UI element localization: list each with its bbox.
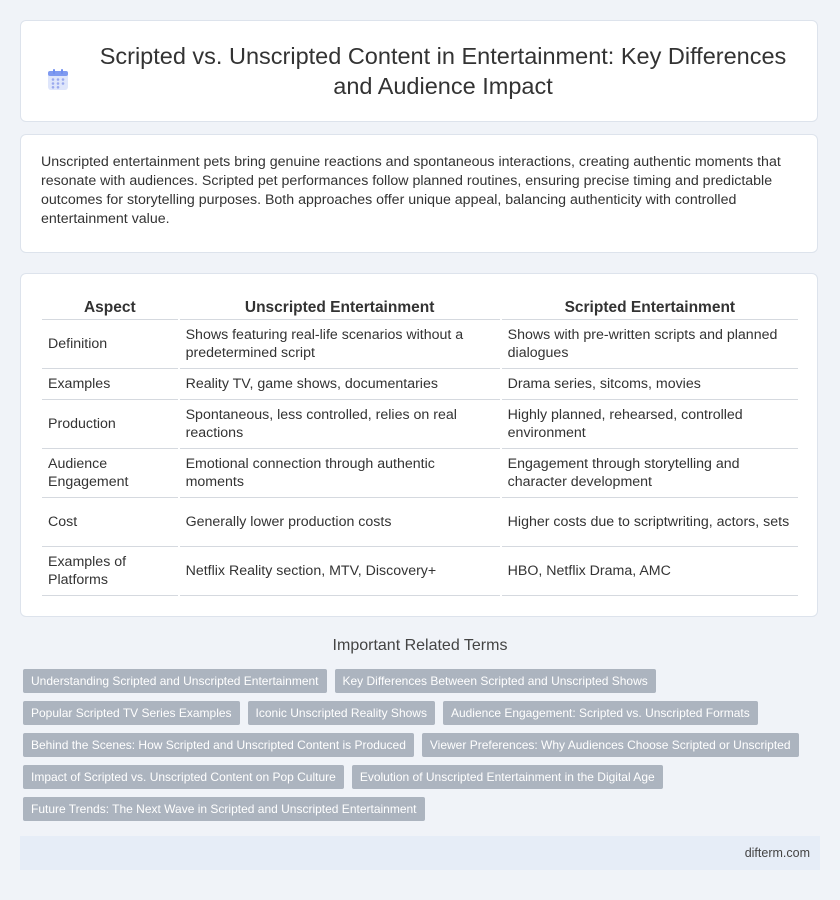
title-wrap (45, 41, 793, 101)
table-cell-scripted: HBO, Netflix Drama, AMC (502, 547, 798, 596)
related-terms-heading: Important Related Terms (332, 637, 508, 654)
footer (20, 836, 820, 870)
related-term-tag[interactable]: Impact of Scripted vs. Unscripted Content on Pop Culture (23, 765, 344, 789)
related-terms-tags (23, 669, 813, 829)
column-header-scripted: Scripted Entertainment (502, 296, 798, 320)
column-header-unscripted: Unscripted Entertainment (180, 296, 500, 320)
table-row (42, 320, 798, 369)
table-row (42, 498, 798, 547)
table-header-row (42, 296, 798, 320)
footer-site-link[interactable]: difterm.com (744, 846, 810, 860)
table-cell-unscripted: Generally lower production costs (180, 498, 500, 547)
table-cell-unscripted: Shows featuring real-life scenarios without a predetermined script (180, 320, 500, 369)
table-row (42, 449, 798, 498)
intro-paragraph: Unscripted entertainment pets bring genuine reactions and spontaneous interactions, creating authentic moments that resonate with audiences. Scripted pet performances follow planned routines, ensuring precise timing and predictable outcomes for storytelling purposes. Both approaches offer unique appeal, balancing authenticity with controlled entertainment value. (41, 154, 781, 227)
page-title: Scripted vs. Unscripted Content in Entertainment: Key Differences and Audience Impact (99, 43, 787, 99)
table-cell-unscripted: Netflix Reality section, MTV, Discovery+ (180, 547, 500, 596)
table-row (42, 369, 798, 400)
table-cell-aspect: Production (42, 400, 178, 449)
related-term-tag[interactable]: Behind the Scenes: How Scripted and Unscripted Content is Produced (23, 733, 414, 757)
related-term-tag[interactable]: Key Differences Between Scripted and Unscripted Shows (335, 669, 656, 693)
calendar-grid-icon (45, 67, 71, 93)
intro-card (20, 134, 818, 253)
related-term-tag[interactable]: Popular Scripted TV Series Examples (23, 701, 240, 725)
table-cell-aspect: Examples of Platforms (42, 547, 178, 596)
related-term-tag[interactable]: Future Trends: The Next Wave in Scripted and Unscripted Entertainment (23, 797, 425, 821)
table-cell-aspect: Definition (42, 320, 178, 369)
table-row (42, 547, 798, 596)
table-cell-scripted: Shows with pre-written scripts and planned dialogues (502, 320, 798, 369)
comparison-table (40, 296, 800, 596)
table-row (42, 400, 798, 449)
table-cell-scripted: Drama series, sitcoms, movies (502, 369, 798, 400)
table-cell-scripted: Higher costs due to scriptwriting, actors, sets (502, 498, 798, 547)
related-term-tag[interactable]: Audience Engagement: Scripted vs. Unscripted Formats (443, 701, 758, 725)
table-cell-unscripted: Emotional connection through authentic moments (180, 449, 500, 498)
comparison-table-card (20, 273, 818, 617)
column-header-aspect: Aspect (42, 296, 178, 320)
related-term-tag[interactable]: Evolution of Unscripted Entertainment in the Digital Age (352, 765, 663, 789)
table-cell-unscripted: Spontaneous, less controlled, relies on real reactions (180, 400, 500, 449)
table-cell-scripted: Engagement through storytelling and character development (502, 449, 798, 498)
related-term-tag[interactable]: Viewer Preferences: Why Audiences Choose Scripted or Unscripted (422, 733, 799, 757)
title-card (20, 20, 818, 122)
table-cell-aspect: Examples (42, 369, 178, 400)
related-term-tag[interactable]: Understanding Scripted and Unscripted Entertainment (23, 669, 327, 693)
table-cell-scripted: Highly planned, rehearsed, controlled environment (502, 400, 798, 449)
table-cell-aspect: Cost (42, 498, 178, 547)
table-cell-unscripted: Reality TV, game shows, documentaries (180, 369, 500, 400)
related-term-tag[interactable]: Iconic Unscripted Reality Shows (248, 701, 435, 725)
table-cell-aspect: Audience Engagement (42, 449, 178, 498)
